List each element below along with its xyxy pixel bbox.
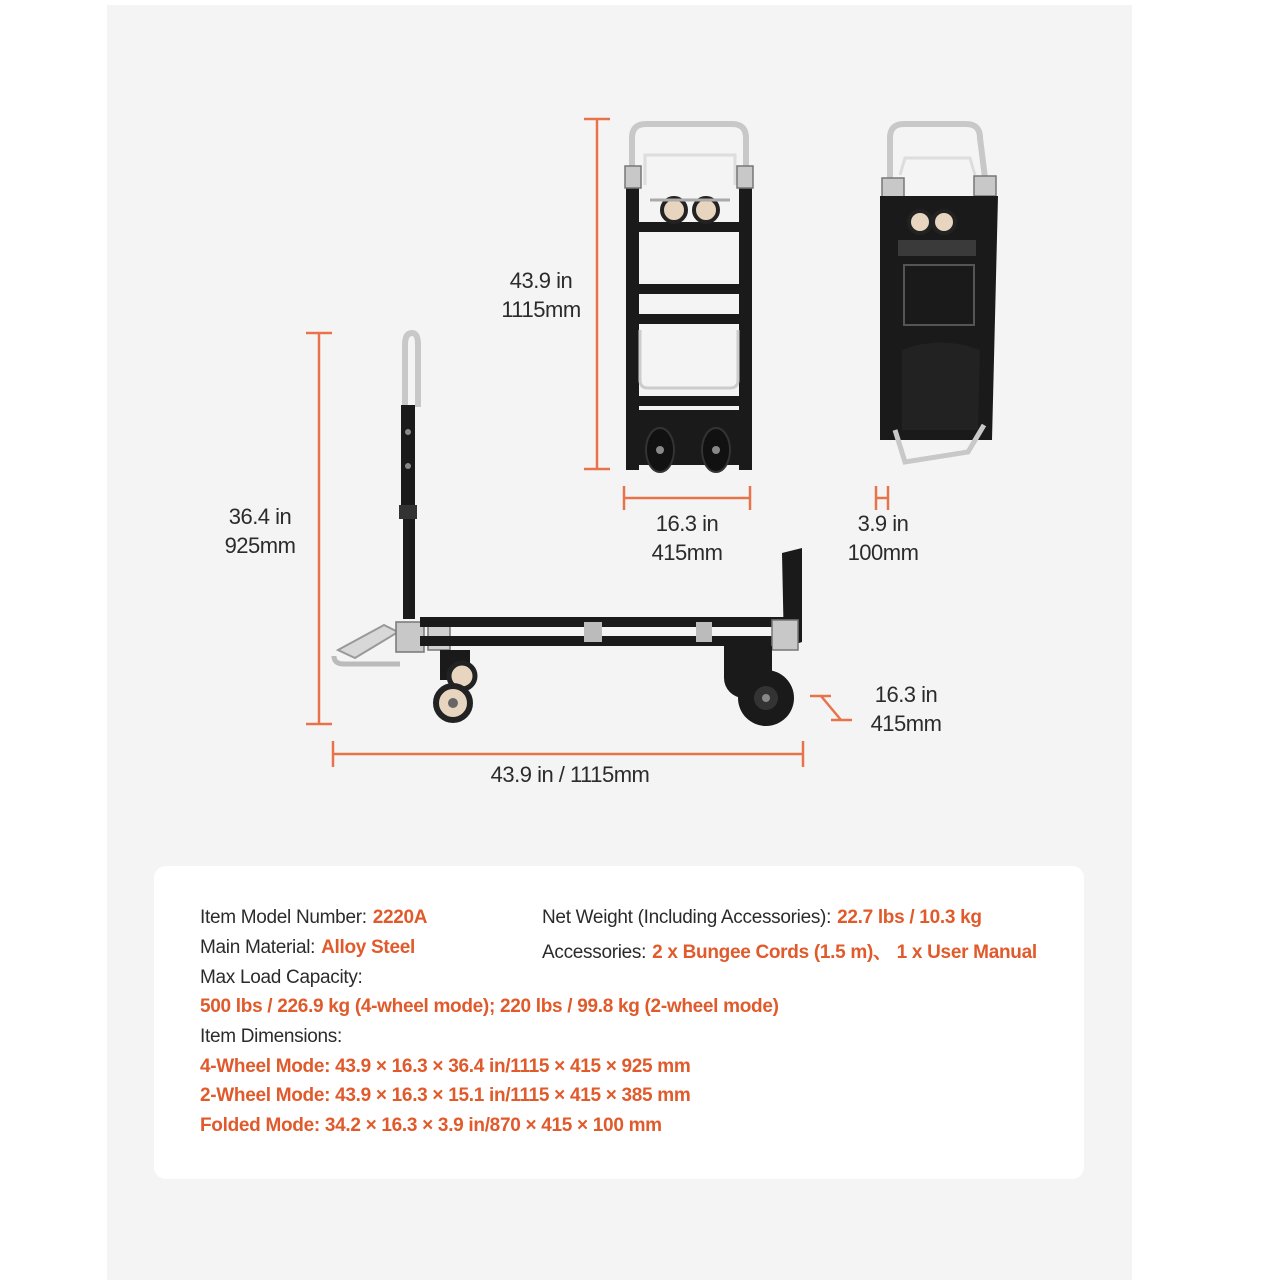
four-wheel-dims: 4-Wheel Mode: 43.9 × 16.3 × 36.4 in/1115 × 415 × 925 mm — [200, 1056, 691, 1077]
spec-net-weight — [542, 907, 982, 929]
front-width-in: 16.3 in — [655, 511, 719, 536]
front-width-mm: 415mm — [651, 540, 723, 565]
net-weight-value: 22.7 lbs / 10.3 kg — [837, 907, 982, 928]
front-view-cart — [625, 124, 753, 472]
spec-accessories — [542, 937, 1037, 964]
accessories-label: Accessories: — [542, 942, 647, 963]
front-height-label — [486, 266, 596, 324]
load-label: Max Load Capacity: — [200, 967, 363, 988]
side-width-label — [856, 680, 956, 738]
side-width-in: 16.3 in — [874, 682, 938, 707]
dims-label: Item Dimensions: — [200, 1026, 342, 1047]
accessories-value: 2 x Bungee Cords (1.5 m)、 1 x User Manual — [652, 942, 1037, 963]
front-height-mm: 1115mm — [501, 297, 581, 322]
folded-depth-label — [828, 509, 938, 567]
folded-dims: Folded Mode: 34.2 × 16.3 × 3.9 in/870 × 415 × 100 mm — [200, 1115, 662, 1136]
model-value: 2220A — [372, 907, 428, 928]
side-width-mm: 415mm — [870, 711, 942, 736]
side-height-label — [205, 502, 315, 560]
material-label: Main Material: — [200, 937, 316, 958]
dimension-lines — [306, 119, 888, 767]
spec-material — [200, 937, 415, 959]
folded-depth-in: 3.9 in — [857, 511, 909, 536]
front-height-in: 43.9 in — [509, 268, 573, 293]
folded-view-cart — [880, 124, 998, 462]
side-length-label: 43.9 in / 1115mm — [490, 762, 650, 787]
folded-depth-mm: 100mm — [847, 540, 919, 565]
net-weight-label: Net Weight (Including Accessories): — [542, 907, 832, 928]
spec-model — [200, 907, 427, 929]
two-wheel-dims: 2-Wheel Mode: 43.9 × 16.3 × 15.1 in/1115 × 415 × 385 mm — [200, 1085, 691, 1106]
model-label: Item Model Number: — [200, 907, 367, 928]
load-value: 500 lbs / 226.9 kg (4-wheel mode); 220 lbs / 99.8 kg (2-wheel mode) — [200, 996, 779, 1017]
side-height-mm: 925mm — [224, 533, 296, 558]
front-width-label — [632, 509, 742, 567]
material-value: Alloy Steel — [321, 937, 415, 958]
side-height-in: 36.4 in — [228, 504, 292, 529]
